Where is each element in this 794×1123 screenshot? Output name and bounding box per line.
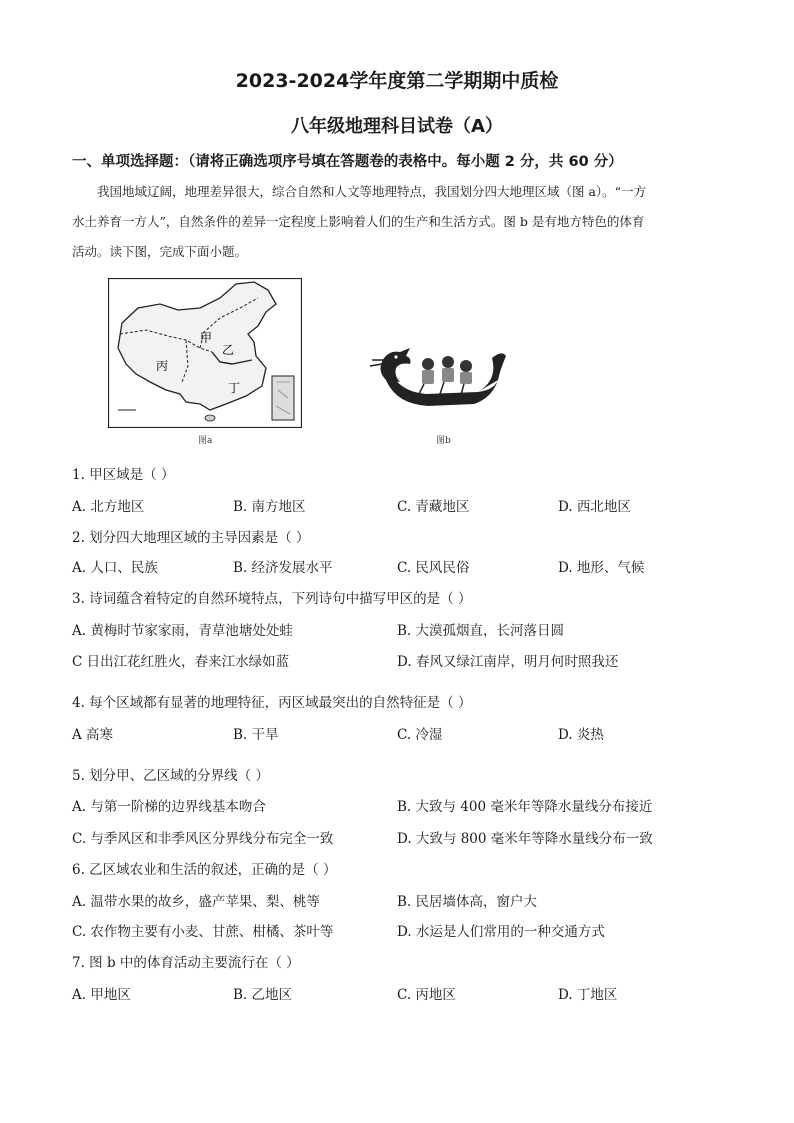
option-c: C. 冷湿 — [397, 727, 443, 743]
figure-b-caption: 图b — [436, 436, 451, 446]
question-stem: 1. 甲区域是（ ） — [72, 467, 175, 483]
option-d: D. 地形、气候 — [558, 560, 645, 576]
question-stem: 4. 每个区域都有显著的地理特征，丙区域最突出的自然特征是（ ） — [72, 695, 472, 711]
section-heading: 一、单项选择题：（请将正确选项序号填在答题卷的表格中。每小题 2 分，共 60 分） — [72, 154, 623, 170]
question-stem: 6. 乙区域农业和生活的叙述，正确的是（ ） — [72, 862, 337, 878]
option-a: A 高寒 — [72, 727, 114, 743]
exam-title: 2023-2024学年度第二学期期中质检 — [235, 70, 559, 92]
dragon-boat-figure — [366, 340, 510, 414]
china-regions-map — [108, 278, 302, 428]
intro-line: 我国地域辽阔，地理差异很大，综合自然和人文等地理特点，我国划分四大地理区域（图 a）。“一方 — [97, 184, 647, 199]
map-label: 丙 — [156, 359, 169, 373]
option-b: B. 干旱 — [233, 727, 279, 743]
question-stem: 3. 诗词蕴含着特定的自然环境特点，下列诗句中描写甲区的是（ ） — [72, 591, 472, 607]
option-b: B. 南方地区 — [233, 499, 306, 515]
question-stem: 7. 图 b 中的体育活动主要流行在（ ） — [72, 955, 300, 971]
question-stem: 2. 划分四大地理区域的主导因素是（ ） — [72, 530, 310, 546]
option-d: D. 炎热 — [558, 727, 604, 743]
intro-line: 水土养育一方人”，自然条件的差异一定程度上影响着人们的生产和生活方式。图 b 是有地方特色的体育 — [72, 214, 645, 229]
intro-line: 活动。读下图，完成下面小题。 — [72, 244, 248, 259]
option-b: B. 大漠孤烟直，长河落日圆 — [397, 623, 565, 639]
option-a: A. 与第一阶梯的边界线基本吻合 — [72, 799, 266, 815]
exam-subtitle: 八年级地理科目试卷（A） — [291, 116, 503, 137]
map-label: 丁 — [228, 381, 241, 395]
option-c: C. 与季风区和非季风区分界线分布完全一致 — [72, 831, 334, 847]
figure-a-caption: 图a — [198, 436, 213, 446]
option-b: B. 乙地区 — [233, 987, 293, 1003]
option-a: A. 温带水果的故乡，盛产苹果、梨、桃等 — [72, 894, 320, 910]
option-c: C. 丙地区 — [397, 987, 456, 1003]
option-a: A. 人口、民族 — [72, 560, 158, 576]
option-b: B. 民居墙体高，窗户大 — [397, 894, 538, 910]
option-d: D. 春风又绿江南岸，明月何时照我还 — [397, 654, 619, 670]
south-china-sea-inset — [272, 376, 294, 420]
option-b: B. 经济发展水平 — [233, 560, 333, 576]
option-d: D. 大致与 800 毫米年等降水量线分布一致 — [397, 831, 653, 847]
option-c: C. 青藏地区 — [397, 499, 470, 515]
option-a: A. 甲地区 — [72, 987, 131, 1003]
intro-passage — [72, 177, 720, 267]
option-d: D. 水运是人们常用的一种交通方式 — [397, 924, 605, 940]
option-d: D. 西北地区 — [558, 499, 631, 515]
option-b: B. 大致与 400 毫米年等降水量线分布接近 — [397, 799, 653, 815]
question-stem: 5. 划分甲、乙区域的分界线（ ） — [72, 768, 269, 784]
option-c: C. 民风民俗 — [397, 560, 470, 576]
option-a: A. 黄梅时节家家雨，青草池塘处处蛙 — [72, 623, 293, 639]
option-d: D. 丁地区 — [558, 987, 618, 1003]
option-c: C 日出江花红胜火，春来江水绿如蓝 — [72, 654, 290, 670]
map-label: 甲 — [200, 331, 213, 345]
option-a: A. 北方地区 — [72, 499, 145, 515]
option-c: C. 农作物主要有小麦、甘蔗、柑橘、茶叶等 — [72, 924, 334, 940]
map-label: 乙 — [222, 343, 235, 357]
